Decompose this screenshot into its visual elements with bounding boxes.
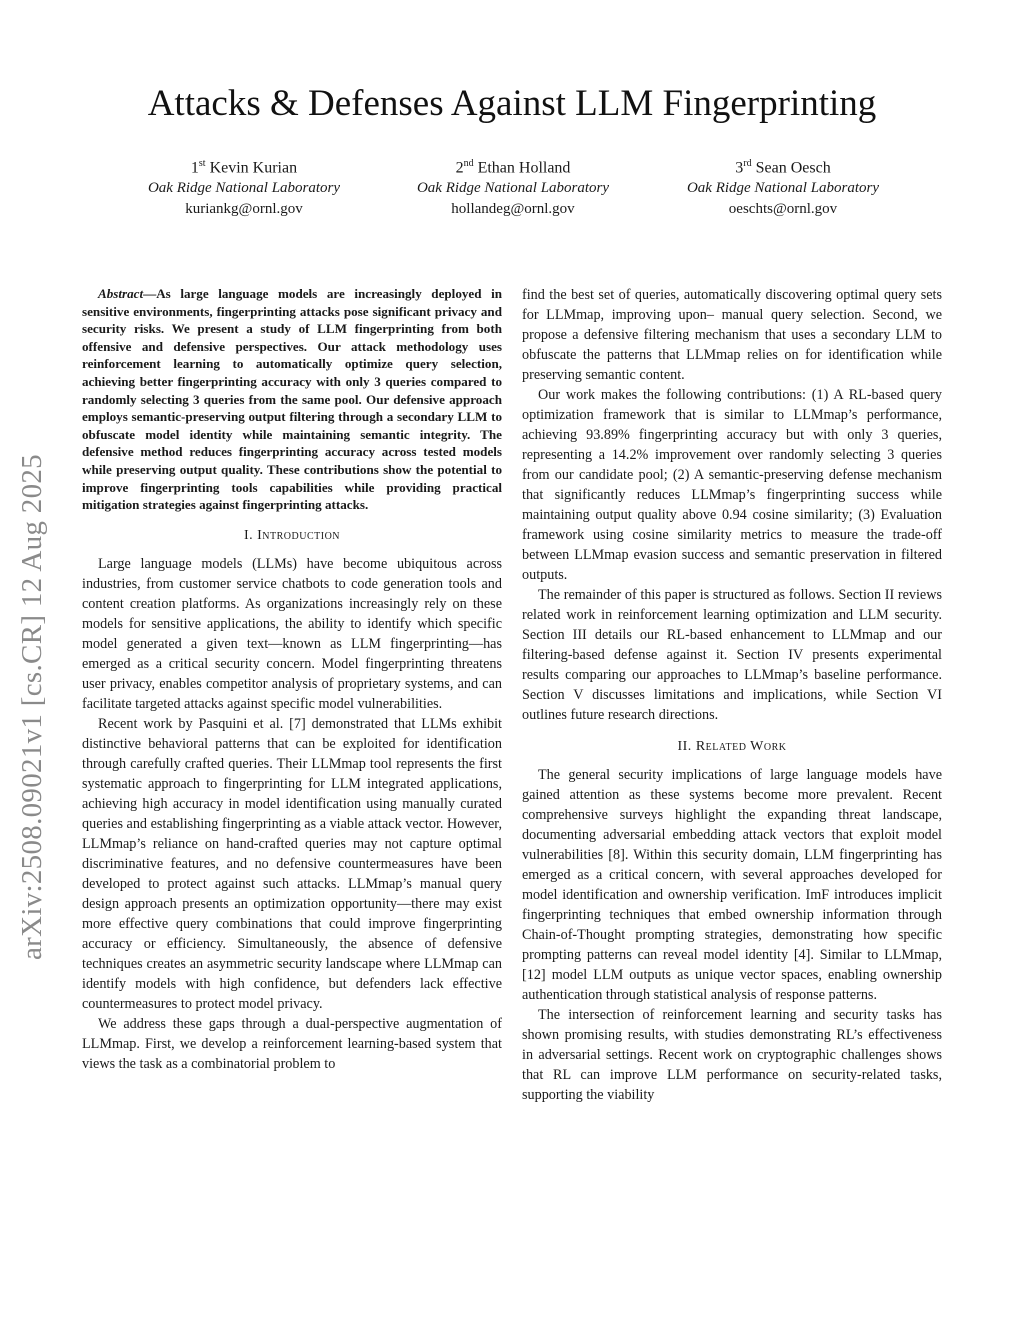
arxiv-identifier: arXiv:2508.09021v1 [cs.CR] 12 Aug 2025 (16, 454, 48, 960)
right-column (522, 285, 942, 1105)
author-affiliation: Oak Ridge National Laboratory (147, 180, 341, 197)
paragraph-continuation: find the best set of queries, automatically discovering optimal query sets for LLMmap, improving upon– manual query selection. Second, we propose a defensive filtering mechanism that uses a secondary LLM to obfuscate the patterns that LLMmap relies on for identification while preserving semantic content. (522, 287, 942, 383)
abstract-text: —As large language models are increasingly deployed in sensitive environments, fingerprinting attacks pose significant privacy and security risks. We present a study of LLM fingerprinting from both offensive and defensive perspectives. Our attack methodology uses reinforcement learning to automatically optimize query selection, achieving better fingerprinting accuracy with only 3 queries compared to randomly selecting 3 queries from the same pool. Our defensive approach employs semantic-preserving output filtering through a secondary LLM to obfuscate model identity while maintaining semantic integrity. The defensive method reduces fingerprinting accuracy across tested models while preserving output quality. These contributions show the potential to improve fingerprinting tools capabilities while providing practical mitigation strategies against fingerprinting attacks. (82, 286, 502, 513)
author-affiliation: Oak Ridge National Laboratory (416, 180, 610, 197)
paragraph: Our work makes the following contributions: (1) A RL-based query optimization framework that is similar to LLMmap’s performance, achieving 93.89% fingerprinting accuracy but with only 3 queries, representing a 14.2% improvement over randomly selecting 3 queries from our candidate pool; (2) A semantic-preserving defense mechanism that significantly reduces LLMmap’s fingerprinting success while maintaining output quality above 0.94 cosine similarity; (3) Evaluation framework using cosine similarity metrics to measure the trade-off between LLMmap evasion success and semantic preservation in filtered outputs. (522, 387, 942, 583)
left-column (82, 285, 502, 1074)
section-heading-introduction: I. Introduction (243, 527, 341, 543)
abstract-label: Abstract (98, 286, 144, 301)
paragraph: The remainder of this paper is structured as follows. Section II reviews related work in reinforcement learning optimization and LLM security. Section III details our RL-based enhancement to LLMmap and our filtering-based defense against it. Section IV presents experimental results comparing our approaches to LLMmap’s baseline performance. Section V discusses limitations and implications, while Section VI outlines future research directions. (522, 587, 942, 723)
author-name: 3rd Sean Oesch (735, 158, 831, 177)
abstract (82, 285, 502, 514)
author-name: 2nd Ethan Holland (455, 158, 571, 177)
paragraph: The intersection of reinforcement learning and security tasks has shown promising results, with studies demonstrating RL’s effectiveness in adversarial settings. Recent work on cryptographic challenges shows that RL can improve LLM performance on security-related tasks, supporting the viability (522, 1007, 942, 1103)
paragraph: Recent work by Pasquini et al. [7] demonstrated that LLMs exhibit distinctive behavioral patterns that can be exploited for identification through carefully crafted queries. Their LLMmap tool represents the first systematic approach to fingerprinting for LLM integrated applications, achieving high accuracy in model identification using manually curated queries and establishing fingerprinting as a viable attack vector. However, LLMmap’s reliance on hand-crafted queries may not capture optimal discriminative features, and no defensive countermeasures have been developed to protect against such attacks. LLMmap’s manual query design approach presents an optimization opportunity—there may exist more effective query combinations that could improve fingerprinting accuracy or efficiency. Simultaneously, the absence of defensive techniques creates an asymmetric security landscape where LLMmap can identify models with high confidence, but defenders lack effective countermeasures to protect model privacy. (82, 715, 502, 1012)
author-block-2 (373, 153, 653, 220)
paragraph: Large language models (LLMs) have become ubiquitous across industries, from customer service chatbots to code generation tools and content creation platforms. As organizations increasingly rely on these models for sensitive applications, the ability to identify which specific model generated a given text—known as LLM fingerprinting—has emerged as a critical security concern. Model fingerprinting threatens user privacy, enables competitor analysis of proprietary systems, and can facilitate targeted attacks against specific model vulnerabilities. (82, 555, 502, 712)
paragraph: The general security implications of large language models have gained attention as these systems become more prevalent. Recent comprehensive surveys highlight the expanding threat landscape, documenting adversarial embedding attack vectors that exploit model vulnerabilities [8]. Within this security domain, LLM fingerprinting has emerged as a critical concern, with several approaches developed for model identification and ownership verification. ImF introduces implicit fingerprinting techniques that embed ownership information through Chain-of-Thought prompting strategies, demonstrating how specific prompting patterns can reveal model identity [4]. Similar to LLMmap, [12] model LLM outputs as unique vector spaces, enabling ownership authentication through statistical analysis of response patterns. (522, 767, 942, 1003)
author-name: 1st Kevin Kurian (190, 158, 298, 177)
author-block-3 (643, 153, 923, 220)
author-email: oeschts@ornl.gov (728, 201, 838, 218)
author-email: kuriankg@ornl.gov (185, 201, 303, 218)
author-email: hollandeg@ornl.gov (451, 201, 575, 218)
author-affiliation: Oak Ridge National Laboratory (686, 180, 880, 197)
paper-title: Attacks & Defenses Against LLM Fingerprinting (147, 83, 877, 124)
paragraph: We address these gaps through a dual-perspective augmentation of LLMmap. First, we develop a reinforcement learning-based system that views the task as a combinatorial problem to (82, 1015, 502, 1072)
section-heading-related-work: II. Related Work (677, 739, 787, 754)
author-block-1 (104, 153, 384, 220)
